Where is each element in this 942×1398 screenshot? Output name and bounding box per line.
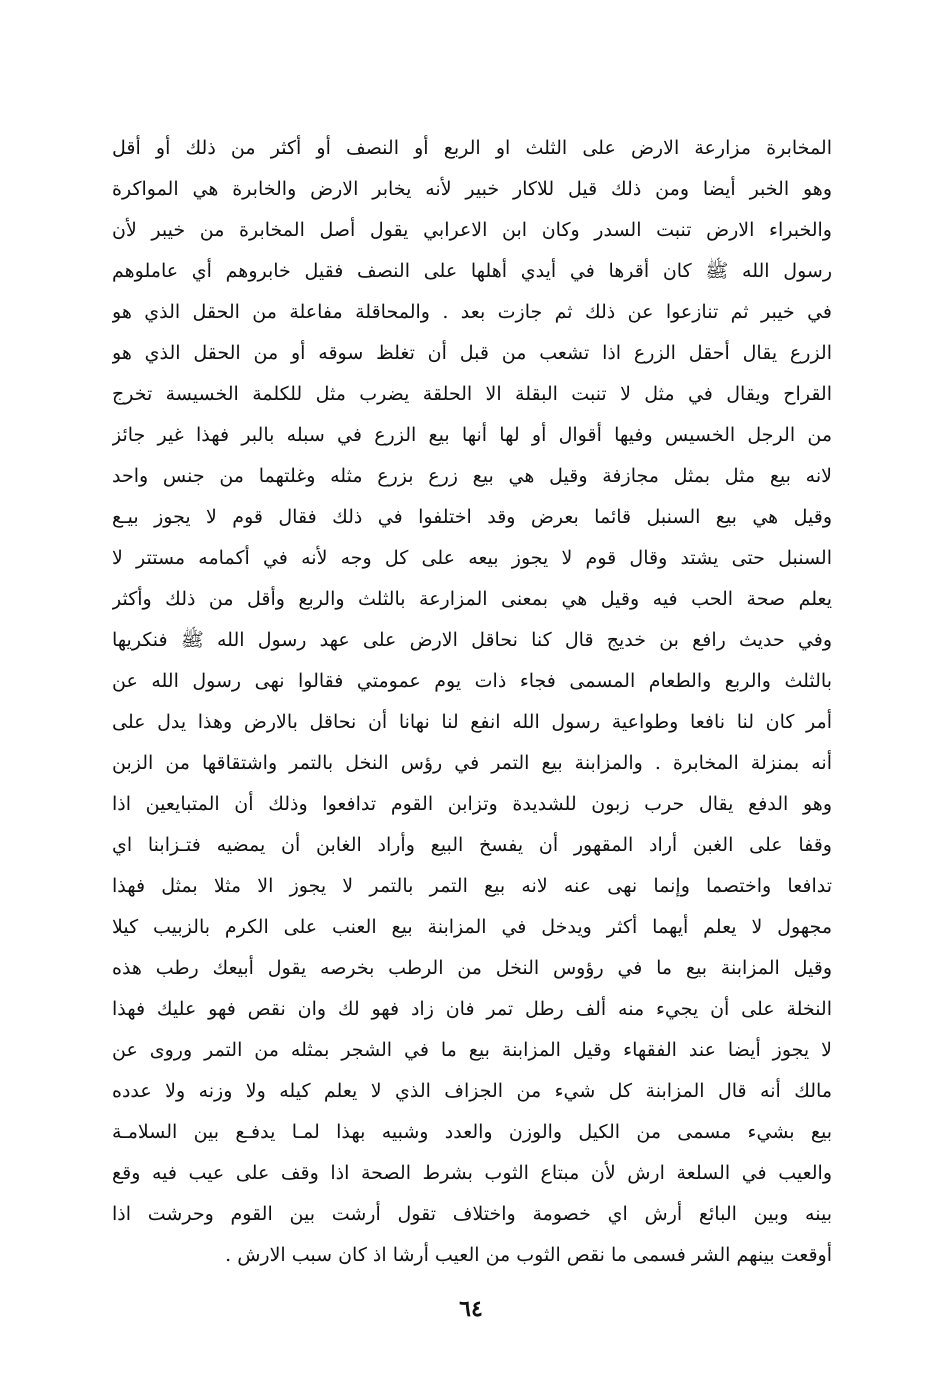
text-line: المخابرة مزارعة الارض على الثلث او الربع أو النصف أو أكثر من ذلك أو أقل [112,137,832,159]
text-line: لا يجوز أيضا عند الفقهاء وقيل المزابنة بيع ما في الشجر بمثله من التمر وروى عن [112,1039,832,1061]
text-line: وهو الخبر أيضا ومن ذلك قيل للاكار خبير لأنه يخابر الارض والخابرة هي المواكرة [112,178,832,200]
text-line: أمر كان لنا نافعا وطواعية رسول الله انفع لنا نهانا أن نحاقل بالارض وهذا يدل على [112,711,832,733]
text-line: رسول الله ﷺ كان أقرها في أيدي أهلها على النصف فقيل خابروهم أي عاملوهم [112,260,832,282]
page-number: ٦٤ [459,1296,483,1322]
text-line: مجهول لا يعلم أيهما أكثر ويدخل في المزابنة بيع العنب على الكرم بالزبيب كيلا [112,916,832,938]
text-line: النخلة على أن يجيء منه ألف رطل تمر فان زاد فهو لك وان نقص فهو عليك فهذا [112,998,832,1020]
text-line: وفي حديث رافع بن خديج قال كنا نحاقل الارض على عهد رسول الله ﷺ فنكريها [112,629,832,651]
text-line: لانه بيع مثل بمثل مجازفة وقيل هي بيع زرع بزرع مثله وغلتهما من جنس واحد [112,465,832,487]
text-body [112,128,832,1276]
text-line: بينه وبين البائع أرش اي خصومة واختلاف تقول أرشت بين القوم وحرشت اذا [112,1203,832,1225]
text-line: وقيل المزابنة بيع ما في رؤوس النخل من الرطب بخرصه يقول أبيعك رطب هذه [112,957,832,979]
text-line: بيع بشيء مسمى من الكيل والوزن والعدد وشبيه بهذا لمـا يدفـع بين السلامـة [112,1121,832,1143]
text-line: وهو الدفع يقال حرب زبون للشديدة وتزابن القوم تدافعوا وذلك أن المتبايعين اذا [112,793,832,815]
text-line: وقفا على الغبن أراد المقهور أن يفسخ البيع وأراد الغابن أن يمضيه فتـزابنا اي [112,834,832,856]
text-line: أنه بمنزلة المخابرة . والمزابنة بيع التمر في رؤس النخل بالتمر واشتقاقها من الزبن [112,752,832,774]
text-line: مالك أنه قال المزابنة كل شيء من الجزاف الذي لا يعلم كيله ولا وزنه ولا عدده [112,1080,832,1102]
text-line: من الرجل الخسيس وفيها أقوال أو لها أنها بيع الزرع في سبله بالبر فهذا غير جائز [112,424,832,446]
text-line: أوقعت بينهم الشر فسمى ما نقص الثوب من العيب أرشا اذ كان سبب الارش . [225,1244,832,1266]
text-line: بالثلث والربع والطعام المسمى فجاء ذات يوم عمومتي فقالوا نهى رسول الله عن [112,670,832,692]
text-line: والخبراء الارض تنبت السدر وكان ابن الاعرابي يقول أصل المخابرة من خيبر لأن [112,219,832,241]
text-line: القراح ويقال في مثل لا تنبت البقلة الا الحلقة يضرب مثل للكلمة الخسيسة تخرج [112,383,832,405]
text-line: السنبل حتى يشتد وقال قوم لا يجوز بيعه على كل وجه لأنه في أكمامه مستتر لا [112,547,832,569]
text-line: في خيبر ثم تنازعوا عن ذلك ثم جازت بعد . والمحاقلة مفاعلة من الحقل الذي هو [112,301,832,323]
text-line: تدافعا واختصما وإنما نهى عنه لانه بيع التمر بالتمر لا يجوز الا مثلا بمثل فهذا [112,875,832,897]
text-line: الزرع يقال أحقل الزرع اذا تشعب من قبل أن تغلظ سوقه أو من الحقل الذي هو [112,342,832,364]
text-line: والعيب في السلعة ارش لأن مبتاع الثوب بشرط الصحة اذا وقف على عيب فيه وقع [112,1162,832,1184]
text-line: وقيل هي بيع السنبل قائما بعرض وقد اختلفوا في ذلك فقال قوم لا يجوز بيـع [112,506,832,528]
text-line: يعلم صحة الحب فيه وقيل هي بمعنى المزارعة بالثلث والربع وأقل من ذلك وأكثر [112,588,832,610]
